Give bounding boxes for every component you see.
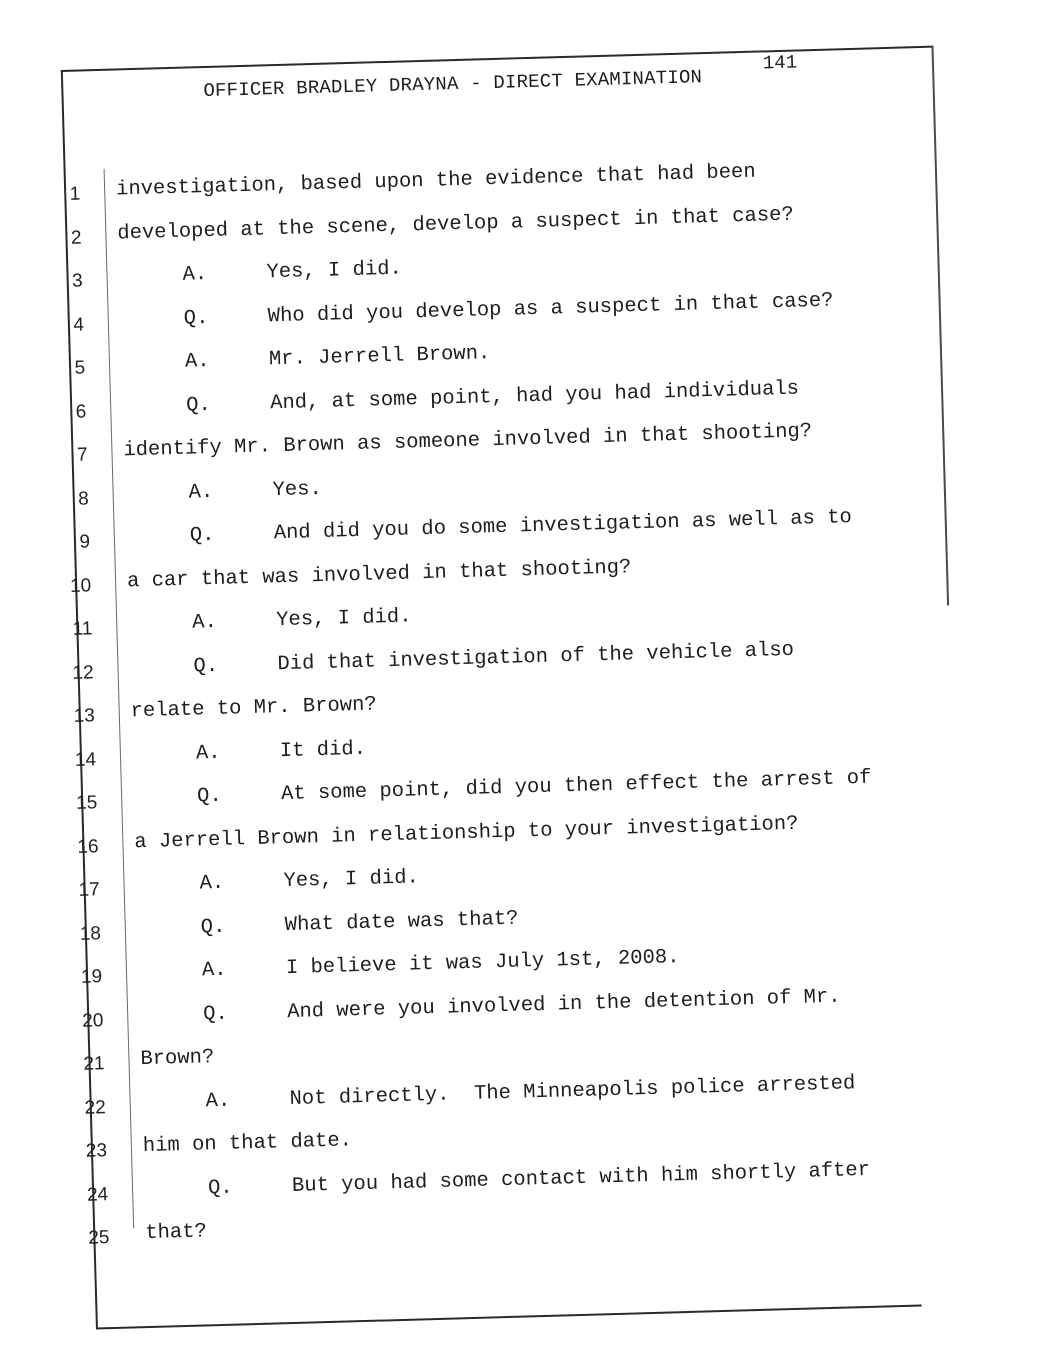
line-text: Yes, I did. (266, 257, 403, 285)
line-number: 8 (77, 487, 90, 510)
page-border-right (931, 46, 949, 606)
line-number: 3 (71, 270, 83, 292)
line-number: 16 (77, 835, 99, 858)
line-number: 6 (75, 400, 87, 423)
speaker-label: A. (191, 610, 218, 635)
transcript-line (208, 1158, 871, 1199)
speaker-label: Q. (183, 306, 209, 331)
transcript-line (202, 946, 680, 982)
page-border-top (61, 46, 933, 75)
transcript-line (183, 289, 833, 330)
line-text: Yes. (272, 477, 323, 502)
line-text: Brown? (140, 1046, 215, 1072)
transcript-line (203, 985, 841, 1026)
line-number: 22 (84, 1096, 107, 1119)
line-text: investigation, based upon the evidence that had been (115, 160, 756, 202)
line-number: 5 (74, 357, 86, 379)
transcript-line (197, 767, 872, 809)
speaker-label: Q. (196, 784, 223, 809)
line-number: 17 (78, 879, 100, 901)
line-number: 24 (86, 1183, 109, 1206)
line-text: Yes, I did. (275, 605, 412, 633)
line-number: 21 (83, 1053, 105, 1075)
transcript-line (127, 556, 632, 593)
speaker-label: A. (205, 1089, 231, 1113)
line-text: But you had some contact with him shortly after (291, 1158, 871, 1198)
transcript-line (116, 161, 756, 202)
line-text: Did that investigation of the vehicle also (277, 638, 795, 676)
transcript-line (145, 1220, 207, 1245)
line-text: that? (144, 1220, 208, 1246)
line-text: a Jerrell Brown in relationship to your investigation? (134, 812, 799, 854)
line-text: him on that date. (142, 1129, 353, 1159)
line-text: identify Mr. Brown as someone involved in that shooting? (123, 420, 813, 463)
speaker-label: Q. (207, 1176, 234, 1200)
line-text: I believe it was July 1st, 2008. (285, 946, 680, 981)
transcript-line (200, 907, 518, 939)
transcript-line (143, 1129, 353, 1158)
speaker-label: A. (188, 480, 214, 505)
transcript-line (193, 638, 794, 678)
line-number: 1 (69, 183, 81, 205)
line-number: 4 (73, 313, 85, 336)
line-text: It did. (279, 737, 367, 763)
line-number: 15 (75, 792, 98, 814)
line-text: a car that was involved in that shooting? (126, 555, 632, 593)
line-number: 14 (74, 748, 97, 771)
line-number: 20 (81, 1009, 104, 1032)
line-text: Yes, I did. (283, 866, 420, 894)
speaker-label: A. (201, 958, 227, 983)
line-number: 23 (85, 1140, 108, 1162)
line-text: Who did you develop as a suspect in that case? (267, 289, 834, 328)
line-text: And, at some point, had you had individuals (269, 377, 800, 415)
speaker-label: Q. (185, 393, 212, 418)
speaker-label: Q. (202, 1002, 229, 1026)
line-text: At some point, did you then effect the arrest of (280, 766, 872, 807)
line-number: 11 (72, 618, 93, 640)
transcript-line (130, 693, 377, 723)
line-number: 12 (72, 661, 94, 684)
speaker-label: Q. (189, 523, 215, 548)
line-text: And were you involved in the detention of Mr. (286, 985, 841, 1024)
speaker-label: A. (184, 349, 210, 374)
line-number: 10 (69, 574, 92, 597)
transcript-line (185, 342, 491, 374)
line-number: 19 (80, 966, 103, 988)
transcript-line (140, 1046, 214, 1071)
transcript-line (199, 866, 419, 895)
line-number: 7 (76, 444, 88, 466)
line-text: Mr. Jerrell Brown. (268, 342, 491, 372)
line-text: relate to Mr. Brown? (130, 693, 378, 724)
transcript-line (117, 203, 794, 245)
line-text: And did you do some investigation as well as to (273, 506, 853, 546)
page-border-bottom (96, 1304, 922, 1329)
line-text: Not directly. The Minneapolis police arrested (289, 1071, 856, 1111)
transcript-line (192, 605, 412, 634)
transcript-line (182, 258, 402, 287)
speaker-label: A. (199, 871, 225, 896)
line-text: What date was that? (284, 907, 519, 937)
transcript-line (186, 377, 799, 417)
line-number: 18 (79, 922, 102, 945)
speaker-label: A. (195, 741, 221, 766)
line-number-margin-rule (104, 169, 135, 1229)
speaker-label: Q. (200, 915, 226, 939)
transcript-line (123, 420, 812, 462)
transcript-line (196, 737, 367, 765)
line-number: 25 (87, 1227, 110, 1249)
page-header-title: OFFICER BRADLEY DRAYNA - DIRECT EXAMINATION (203, 66, 703, 103)
page-number: 141 (762, 51, 798, 75)
speaker-label: A. (182, 263, 208, 287)
line-number: 13 (73, 705, 96, 727)
speaker-label: Q. (193, 654, 219, 679)
line-text: developed at the scene, develop a suspect in that case? (117, 203, 795, 246)
transcript-line (188, 477, 322, 504)
line-number: 9 (79, 531, 91, 553)
transcript-line (134, 812, 799, 854)
line-number: 2 (70, 227, 82, 249)
transcript-line (205, 1072, 855, 1113)
transcript-line (190, 506, 853, 547)
